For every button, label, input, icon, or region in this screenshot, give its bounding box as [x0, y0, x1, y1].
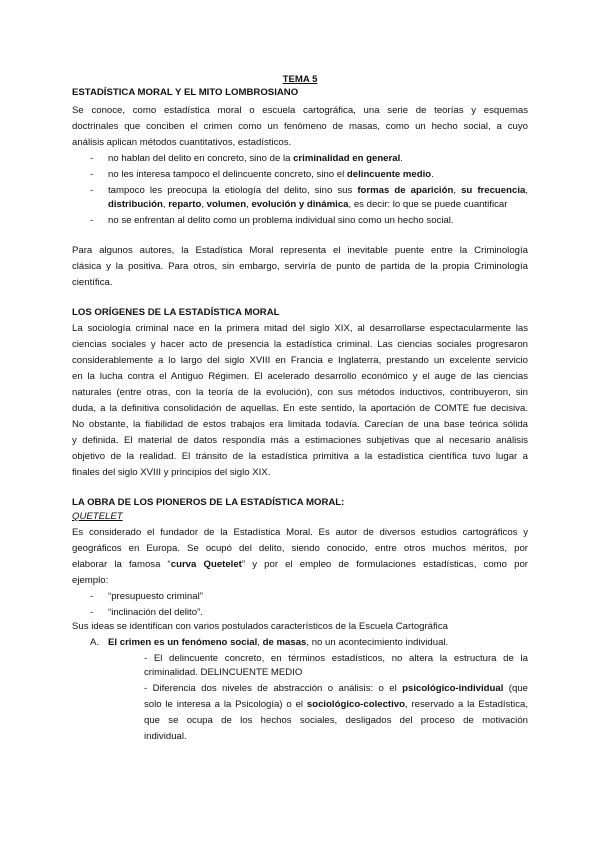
section-heading-pioneros: LA OBRA DE LOS PIONEROS DE LA ESTADÍSTICA MORAL:: [72, 497, 345, 508]
list-letter: A.: [90, 637, 100, 648]
paragraph-line: duda, a la definitiva consolidación de aquellas. En este sentido, la aportación de COMTE fue decisiva.: [72, 403, 528, 414]
bullet-item: “inclinación del delito”.: [108, 607, 203, 618]
bullet-item: tampoco les preocupa la etiología del delito, sino sus formas de aparición, su frecuencia,: [108, 185, 528, 196]
paragraph-line: en la lucha contra el Antiguo Régimen. El acelerado desarrollo económico y el auge de las ciencias: [72, 371, 528, 382]
bullet-dash: -: [90, 591, 94, 602]
document-title: TEMA 5: [282, 74, 318, 85]
bullet-dash: -: [90, 153, 94, 164]
sub-item-line: individual.: [144, 731, 187, 742]
sub-item-line: que se ocupa de los hechos sociales, desligados del proceso de motivación: [144, 715, 528, 726]
bullet-item: no se enfrentan al delito como un problema individual sino como un hecho social.: [108, 215, 454, 226]
bullet-dash: -: [90, 215, 94, 226]
bullet-item: “presupuesto criminal”: [108, 591, 203, 602]
bullet-dash: -: [90, 607, 94, 618]
paragraph-line: clásica y la positiva. Para otros, sin embargo, serviría de punto de partida de la propia Criminología: [72, 261, 528, 272]
paragraph-line: análisis aplican métodos cuantitativos, estadísticos.: [72, 137, 292, 148]
paragraph-line: finales del siglo XVIII y principios del siglo XIX.: [72, 467, 271, 478]
bullet-item: no les interesa tampoco el delincuente concreto, sino el delincuente medio.: [108, 169, 434, 180]
paragraph-line: y definida. El material de datos respondía más a estimaciones subjetivas que al necesario análisis: [72, 435, 528, 446]
lettered-item: El crimen es un fenómeno social, de masas, no un acontecimiento individual.: [108, 637, 449, 648]
paragraph-line: Para algunos autores, la Estadística Moral representa el inevitable puente entre la Criminología: [72, 245, 528, 256]
bullet-item: no hablan del delito en concreto, sino de la criminalidad en general.: [108, 153, 403, 164]
sub-item-line: - El delincuente concreto, en términos estadísticos, no altera la estructura de la: [144, 653, 528, 664]
paragraph-line: La sociología criminal nace en la primera mitad del siglo XIX, al desarrollarse espectacularmente las: [72, 323, 528, 334]
paragraph-line: geográficos en Europa. Se ocupó del delito, siendo conocido, entre otros muchos méritos, por: [72, 543, 528, 554]
paragraph-line: Sus ideas se identifican con varios postulados característicos de la Escuela Cartográfica: [72, 621, 448, 632]
paragraph-line: Se conoce, como estadística moral o escuela cartográfica, una serie de teorías y esquemas: [72, 105, 528, 116]
section-heading-estadistica-moral: ESTADÍSTICA MORAL Y EL MITO LOMBROSIANO: [72, 87, 299, 98]
bullet-dash: -: [90, 185, 94, 196]
paragraph-line: ejemplo:: [72, 575, 109, 586]
paragraph-line: objetivo de la realidad. El tránsito de la estadística primitiva a la estadística científica tuvo lugar a: [72, 451, 528, 462]
sub-item-line: - Diferencia dos niveles de abstracción o análisis: o el psicológico-individual (que: [144, 683, 528, 694]
paragraph-line: elaborar la famosa “curva Quetelet” y por el empleo de formulaciones estadísticas, como por: [72, 559, 528, 570]
paragraph-line: Es considerado el fundador de la Estadística Moral. Es autor de diversos estudios cartográficos y: [72, 527, 528, 538]
paragraph-line: No obstante, la fiabilidad de estos trabajos era limitada todavía. Carecían de una base teórica sólida: [72, 419, 528, 430]
bullet-item-continued: distribución, reparto, volumen, evolución y dinámica, es decir: lo que se puede cuantificar: [108, 199, 508, 210]
paragraph-line: científica.: [72, 277, 113, 288]
sub-item-line: criminalidad. DELINCUENTE MEDIO: [144, 667, 303, 678]
paragraph-line: considerablemente a lo largo del siglo XVIII en Francia e Inglaterra, prestando un excelente servicio: [72, 355, 528, 366]
section-heading-origenes: LOS ORÍGENES DE LA ESTADÍSTICA MORAL: [72, 307, 280, 318]
paragraph-line: doctrinales que conciben el crimen como un fenómeno de masas, como un hecho social, a cuyo: [72, 121, 528, 132]
sub-item-line: solo le interesa a la Psicología) o el sociológico-colectivo, reservado a la Estadística,: [144, 699, 528, 710]
subheading-quetelet: QUETELET: [72, 511, 123, 522]
paragraph-line: naturales (entre otras, con la teoría de la evolución), con sus métodos inductivos, contribuyeron, sin: [72, 387, 528, 398]
paragraph-line: ciencias sociales y hacer acto de presencia la estadística criminal. Las ciencias sociales progresaron: [72, 339, 528, 350]
bullet-dash: -: [90, 169, 94, 180]
